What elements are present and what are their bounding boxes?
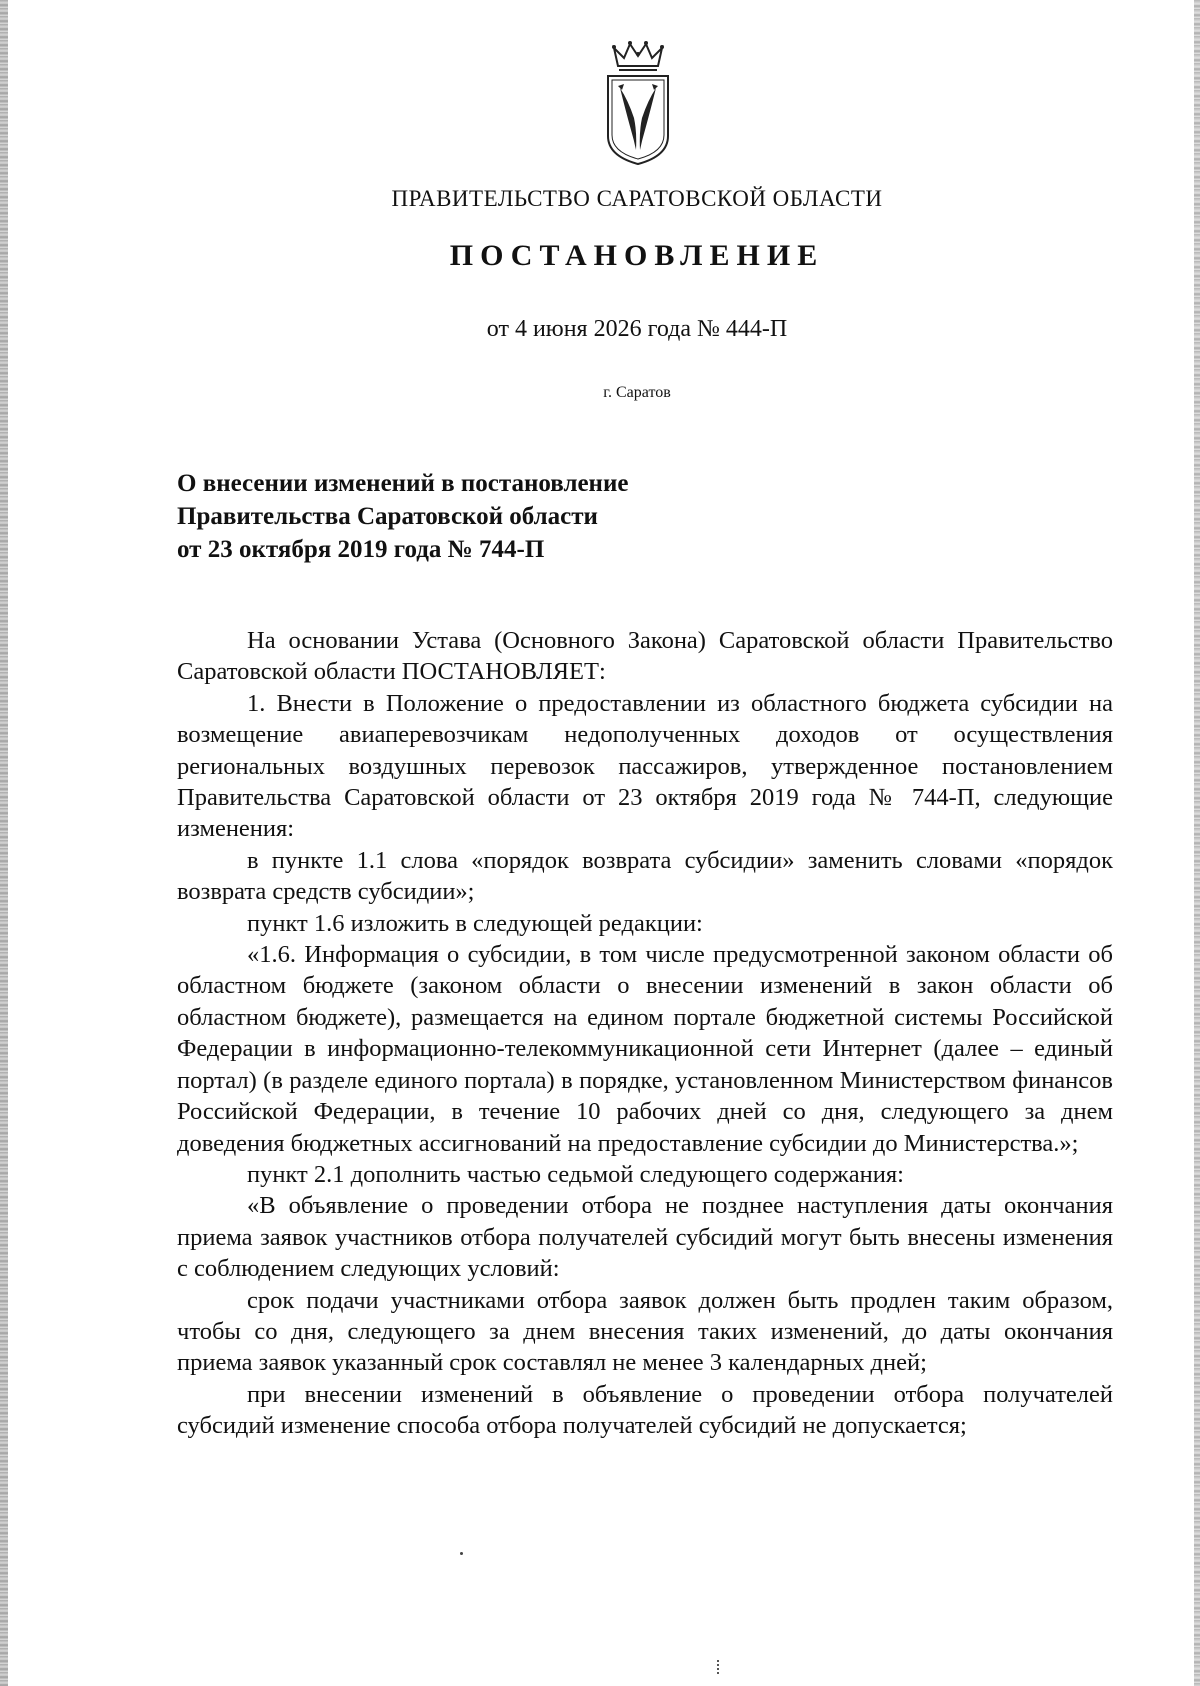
coat-of-arms-emblem-icon [600,40,676,168]
document-type: ПОСТАНОВЛЕНИЕ [449,239,825,272]
body-paragraph: пункт 2.1 дополнить частью седьмой следующего содержания: [247,1160,904,1188]
body-paragraph: срок подачи участниками отбора заявок должен быть продлен таким образом, чтобы со дня, следующего за днем внесения таких изменений, до даты окончания приема заявок указанный срок составлял не менее 3 календарных дней; [177,1286,1113,1377]
document-date-number: от 4 июня 2026 года № 444-П [486,316,788,342]
title-line: Правительства Саратовской области [177,503,598,530]
body-paragraph: пункт 1.6 изложить в следующей редакции: [247,909,703,937]
government-name: ПРАВИТЕЛЬСТВО САРАТОВСКОЙ ОБЛАСТИ [391,186,883,211]
title-line: от 23 октября 2019 года № 744-П [177,536,545,563]
body-paragraph: при внесении изменений в объявление о проведении отбора получателей субсидий изменение способа отбора получателей субсидий не допускается; [177,1380,1113,1440]
document-title [177,467,877,566]
body-paragraph: «1.6. Информация о субсидии, в том числе предусмотренной законом области об областном бюджете (законом области о внесении изменений в закон области об областном бюджете), размещается на едином портале бюджетной системы Российской Федерации в информационно-телекоммуникационной сети Интернет (далее – единый портал) (в разделе единого портала) в порядке, установленном Министерством финансов Российской Федерации, в течение 10 рабочих дней со дня, следующего за днем доведения бюджетных ассигнований на предоставление субсидии до Министерства.»; [177,941,1113,1157]
body-paragraph: в пункте 1.1 слова «порядок возврата субсидии» заменить словами «порядок возврата средств субсидии»; [177,846,1113,906]
title-line: О внесении изменений в постановление [177,470,629,497]
scan-speck [460,1552,463,1555]
body-paragraph: «В объявление о проведении отбора не позднее наступления даты окончания приема заявок участников отбора получателей субсидий могут быть внесены изменения с соблюдением следующих условий: [177,1192,1113,1283]
document-city: г. Саратов [603,384,671,401]
body-paragraph: 1. Внести в Положение о предоставлении из областного бюджета субсидии на возмещение авиаперевозчикам недополученных доходов от осуществления региональных воздушных перевозок пассажиров, утвержденное постановлением Правительства Саратовской области от 23 октября 2019 года № 744-П, следующие изменения: [177,689,1113,843]
page-footer-mark [717,1660,721,1674]
document-body [177,625,1113,1442]
body-paragraph: На основании Устава (Основного Закона) Саратовской области Правительство Саратовской области ПОСТАНОВЛЯЕТ: [177,627,1113,686]
